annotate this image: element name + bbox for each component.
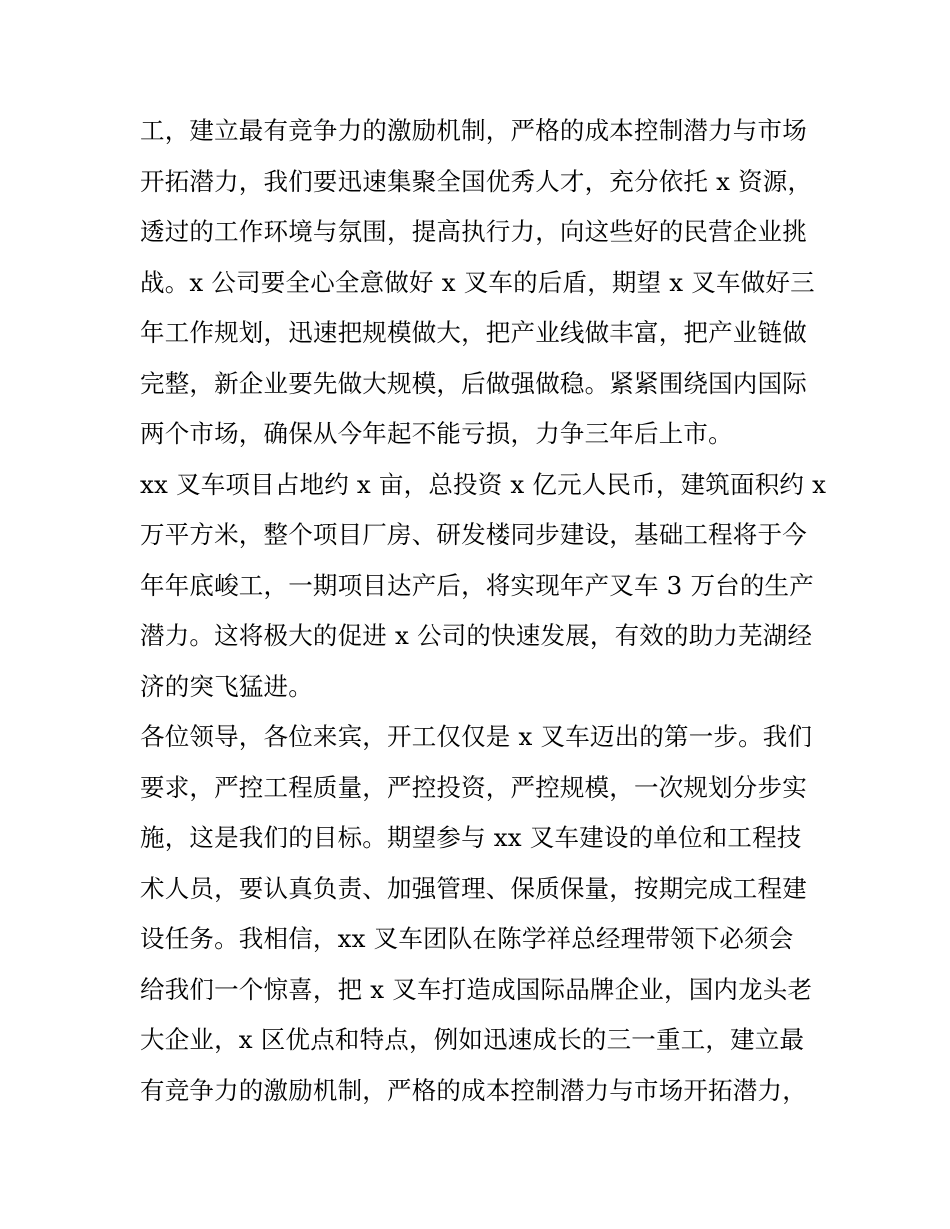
text-line: 有竞争力的激励机制，严格的成本控制潜力与市场开拓潜力， — [140, 1075, 807, 1105]
text-line: 万平方米，整个项目厂房、研发楼同步建设，基础工程将于今 — [140, 520, 807, 549]
text-line: 两个市场，确保从今年起不能亏损，力争三年后上市。 — [140, 419, 733, 448]
text-line: 设任务。我相信，xx 叉车团队在陈学祥总经理带领下必须会 — [140, 924, 794, 953]
text-line: 完整，新企业要先做大规模，后做强做稳。紧紧围绕国内国际 — [140, 368, 807, 398]
text-line: 施，这是我们的目标。期望参与 xx 叉车建设的单位和工程技 — [140, 823, 802, 852]
text-line: 术人员，要认真负责、加强管理、保质保量，按期完成工程建 — [140, 873, 807, 903]
text-line: 透过的工作环境与氛围，提高执行力，向这些好的民营企业挑 — [140, 217, 807, 246]
text-line: 济的突飞猛进。 — [140, 671, 313, 701]
text-line: 大企业，x 区优点和特点，例如迅速成长的三一重工，建立最 — [140, 1025, 805, 1054]
text-line: 给我们一个惊喜，把 x 叉车打造成国际品牌企业，国内龙头老 — [140, 974, 813, 1004]
text-line: xx 叉车项目占地约 x 亩，总投资 x 亿元人民币，建筑面积约 x — [140, 469, 827, 499]
text-line: 年年底峻工，一期项目达产后，将实现年产叉车 3 万台的生产 — [140, 570, 814, 600]
text-line: 各位领导，各位来宾，开工仅仅是 x 叉车迈出的第一步。我们 — [140, 722, 813, 751]
text-line: 开拓潜力，我们要迅速集聚全国优秀人才，充分依托 x 资源， — [140, 166, 813, 196]
text-line: 潜力。这将极大的促进 x 公司的快速发展，有效的助力芜湖经 — [140, 621, 813, 650]
text-line: 战。x 公司要全心全意做好 x 叉车的后盾，期望 x 叉车做好三 — [140, 267, 815, 297]
text-line: 工，建立最有竞争力的激励机制，严格的成本控制潜力与市场 — [140, 116, 807, 145]
document-body — [140, 106, 827, 1116]
text-line: 年工作规划，迅速把规模做大，把产业线做丰富，把产业链做 — [140, 318, 807, 347]
text-line: 要求，严控工程质量，严控投资，严控规模，一次规划分步实 — [140, 772, 807, 802]
